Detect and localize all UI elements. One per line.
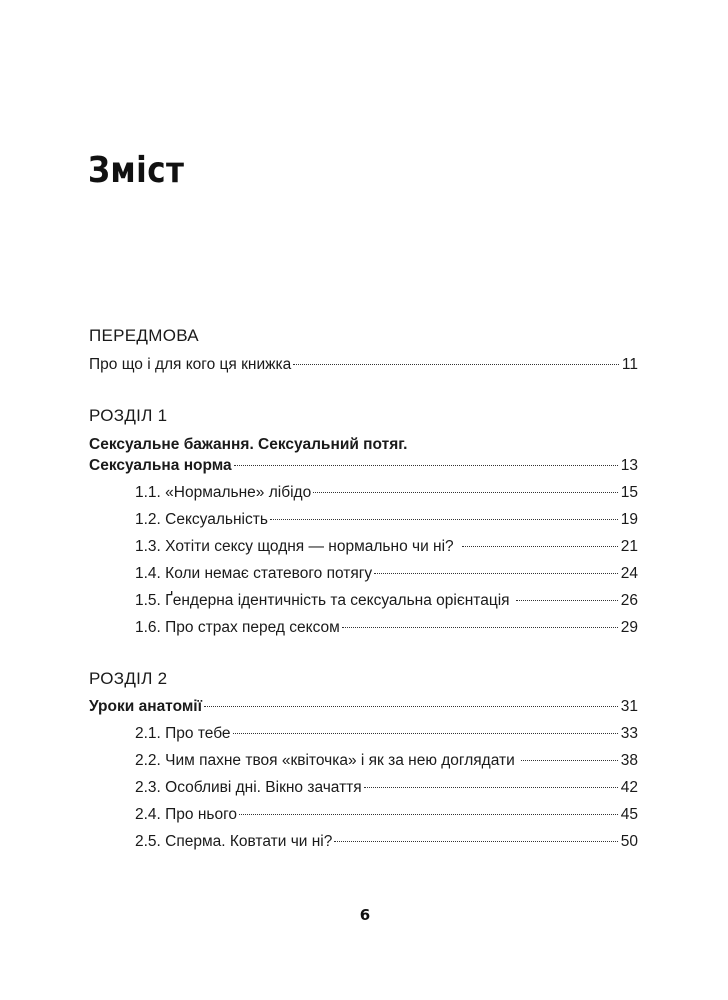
toc-entry-page: 50: [620, 833, 638, 850]
toc-entry-chapter1-title[interactable]: [89, 456, 638, 476]
toc-entry-page: 24: [620, 565, 638, 582]
toc-entry-page: 31: [620, 698, 638, 715]
chapter1-title-line1: Сексуальне бажання. Сексуальний потяг.: [89, 436, 408, 453]
toc-entry-text: Про що і для кого ця книжка: [89, 356, 292, 373]
toc-entry-text: 2.3. Особливі дні. Вікно зачаття: [135, 779, 362, 796]
toc-entry-text: 1.2. Сексуальність: [135, 511, 268, 528]
page-title: Зміст: [88, 150, 185, 191]
toc-entry-text: 1.6. Про страх перед сексом: [135, 619, 340, 636]
toc-entry[interactable]: [135, 618, 638, 638]
toc-entry[interactable]: [135, 805, 638, 825]
dot-leader: [334, 841, 617, 842]
toc-entry[interactable]: [135, 778, 638, 798]
toc-entry-page: 38: [620, 752, 638, 769]
chapter2-heading: РОЗДІЛ 2: [89, 669, 168, 688]
toc-entry-page: 33: [620, 725, 638, 742]
toc-entry-text: Сексуальна норма: [89, 457, 232, 474]
toc-entry[interactable]: [135, 510, 638, 530]
toc-entry-page: 13: [620, 457, 638, 474]
dot-leader: [293, 364, 619, 365]
dot-leader: [342, 627, 618, 628]
toc-entry[interactable]: [135, 483, 638, 503]
toc-entry[interactable]: [135, 591, 638, 611]
toc-entry-page: 29: [620, 619, 638, 636]
dot-leader: [462, 546, 618, 547]
toc-entry-text: 1.5. Ґендерна ідентичність та сексуальна орієнтація: [135, 592, 510, 609]
toc-entry[interactable]: [135, 537, 638, 557]
dot-leader: [364, 787, 618, 788]
dot-leader: [374, 573, 618, 574]
toc-entry-page: 45: [620, 806, 638, 823]
toc-entry-page: 15: [620, 484, 638, 501]
toc-entry-text: 1.1. «Нормальне» лібідо: [135, 484, 312, 501]
foreword-heading: ПЕРЕДМОВА: [89, 326, 199, 345]
page-number: 6: [359, 906, 371, 924]
dot-leader: [521, 760, 618, 761]
dot-leader: [313, 492, 618, 493]
dot-leader: [204, 706, 618, 707]
toc-entry-text: 2.1. Про тебе: [135, 725, 231, 742]
chapter1-heading: РОЗДІЛ 1: [89, 406, 168, 425]
dot-leader: [270, 519, 618, 520]
dot-leader: [233, 733, 618, 734]
dot-leader: [234, 465, 618, 466]
dot-leader: [239, 814, 618, 815]
toc-entry-text: Уроки анатомії: [89, 698, 202, 715]
toc-entry[interactable]: [135, 832, 638, 852]
toc-entry-page: 42: [620, 779, 638, 796]
toc-entry-page: 21: [620, 538, 638, 555]
toc-entry[interactable]: [135, 751, 638, 771]
toc-entry-text: 1.3. Хотіти сексу щодня — нормально чи ні?: [135, 538, 454, 555]
toc-entry-page: 26: [620, 592, 638, 609]
toc-entry-page: 19: [620, 511, 638, 528]
toc-entry-text: 2.5. Сперма. Ковтати чи ні?: [135, 833, 333, 850]
dot-leader: [516, 600, 618, 601]
toc-entry[interactable]: [135, 724, 638, 744]
toc-entry-text: 2.2. Чим пахне твоя «квіточка» і як за нею доглядати: [135, 752, 515, 769]
toc-entry-foreword[interactable]: [89, 355, 638, 375]
toc-entry-text: 2.4. Про нього: [135, 806, 238, 823]
toc-entry[interactable]: [135, 564, 638, 584]
toc-entry-chapter2-title[interactable]: [89, 697, 638, 717]
toc-entry-text: 1.4. Коли немає статевого потягу: [135, 565, 373, 582]
toc-entry-page: 11: [621, 356, 638, 373]
